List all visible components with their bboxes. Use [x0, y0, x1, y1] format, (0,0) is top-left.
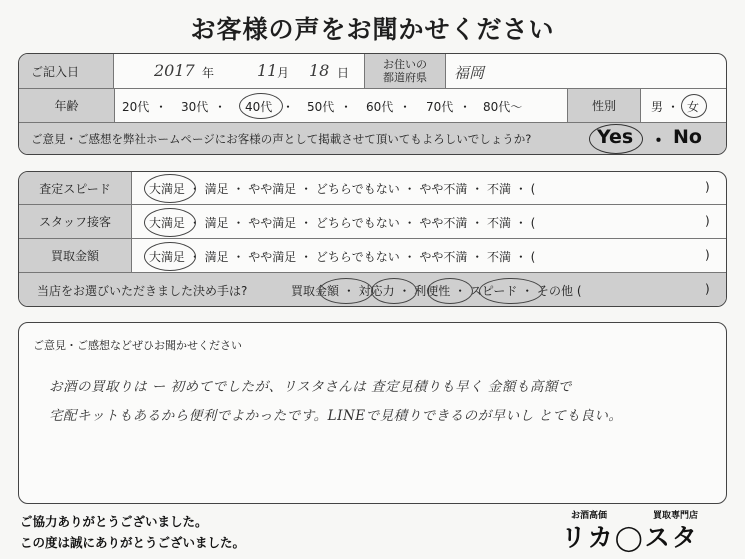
rating-selected-staff	[144, 208, 196, 237]
logo-tagline-left: お酒高価	[571, 511, 608, 521]
comment-line-2: 宅配キットもあるから便利でよかったです。LINEで見積りできるのが早いし とても良い。	[49, 408, 623, 424]
reason-row	[19, 272, 726, 307]
age-70s: 70代	[426, 100, 454, 114]
consent-separator: ・	[649, 130, 669, 152]
consent-row	[19, 122, 726, 155]
reason-close: )	[705, 282, 710, 296]
prefecture-value: 福岡	[454, 64, 485, 82]
rating-close-staff: )	[705, 214, 710, 228]
reason-selected-service	[371, 278, 417, 304]
rating-close-price: )	[705, 248, 710, 262]
page-title: お客様の声をお聞かせください	[190, 15, 555, 44]
age-separator: ・	[282, 100, 295, 114]
age-60s: 60代	[366, 100, 394, 114]
age-40s: 40代	[245, 100, 273, 114]
customer-info-section	[18, 53, 727, 155]
reason-selected-convenience	[427, 278, 473, 304]
logo-tagline-right: 買取専門店	[653, 511, 699, 521]
rating-selected-price	[144, 242, 196, 271]
age-separator: ・	[399, 100, 412, 114]
age-80s-plus: 80代〜	[483, 100, 523, 114]
logo-name: リカ◯スタ	[561, 523, 699, 552]
prefecture-label-line2: 都道府県	[383, 71, 427, 84]
reason-selected-price	[319, 278, 373, 304]
age-50s: 50代	[307, 100, 335, 114]
date-month-unit: 月	[277, 66, 290, 80]
age-20s: 20代	[122, 100, 150, 114]
gender-male: 男	[651, 100, 664, 114]
date-month-value: 11	[257, 61, 278, 80]
age-row	[19, 88, 726, 123]
date-day-value: 18	[309, 61, 330, 80]
thanks-line-2: この度は誠にありがとうございました。	[20, 535, 246, 550]
date-day-unit: 日	[337, 66, 350, 80]
ratings-section	[18, 171, 727, 307]
comment-section	[18, 322, 727, 504]
age-separator: ・	[155, 100, 168, 114]
consent-question: ご意見・ご感想を弊社ホームページにお客様の声として掲載させて頂いてもよろしいでしょうか?	[31, 132, 532, 146]
age-separator: ・	[214, 100, 227, 114]
reason-options: 買取金額 ・ 対応力 ・ 利便性 ・ スピード ・ その他 (	[291, 284, 582, 298]
prefecture-label	[364, 54, 446, 88]
age-label: 年齢	[19, 89, 115, 122]
date-year-value: 2017	[154, 61, 195, 80]
rating-label-staff: スタッフ接客	[19, 205, 132, 238]
rating-row-staff	[19, 204, 726, 239]
prefecture-label-line1: お住いの	[383, 58, 427, 71]
rating-scale-speed: 大満足 ・ 満足 ・ やや満足 ・ どちらでもない ・ やや不満 ・ 不満 ・ (	[149, 182, 536, 196]
thanks-line-1: ご協力ありがとうございました。	[20, 514, 208, 529]
comment-title: ご意見・ご感想などぜひお聞かせください	[33, 339, 242, 352]
rating-close-speed: )	[705, 180, 710, 194]
date-label: ご記入日	[19, 54, 114, 88]
rating-row-price	[19, 238, 726, 273]
brand-logo	[561, 508, 711, 556]
gender-separator: ・	[667, 100, 680, 114]
consent-yes: Yes	[597, 126, 634, 148]
gender-selected-mark	[681, 94, 707, 118]
rating-scale-staff: 大満足 ・ 満足 ・ やや満足 ・ どちらでもない ・ やや不満 ・ 不満 ・ (	[149, 216, 536, 230]
age-30s: 30代	[181, 100, 209, 114]
gender-label: 性別	[567, 89, 641, 122]
gender-female: 女	[687, 100, 700, 114]
age-separator: ・	[459, 100, 472, 114]
rating-selected-speed	[144, 174, 196, 203]
comment-line-1: お酒の買取りは ー 初めてでしたが、リスタさんは 査定見積りも早く 金額も高額で	[49, 379, 572, 395]
age-separator: ・	[340, 100, 353, 114]
rating-label-speed: 査定スピード	[19, 172, 132, 204]
reason-label: 当店をお選びいただきました決め手は?	[37, 284, 248, 298]
rating-scale-price: 大満足 ・ 満足 ・ やや満足 ・ どちらでもない ・ やや不満 ・ 不満 ・ (	[149, 250, 536, 264]
rating-label-price: 買取金額	[19, 239, 132, 272]
age-selected-mark	[239, 93, 283, 119]
consent-selected-mark	[589, 124, 643, 154]
reason-selected-speed	[479, 278, 543, 304]
date-year-unit: 年	[202, 66, 215, 80]
consent-no: No	[673, 126, 702, 148]
